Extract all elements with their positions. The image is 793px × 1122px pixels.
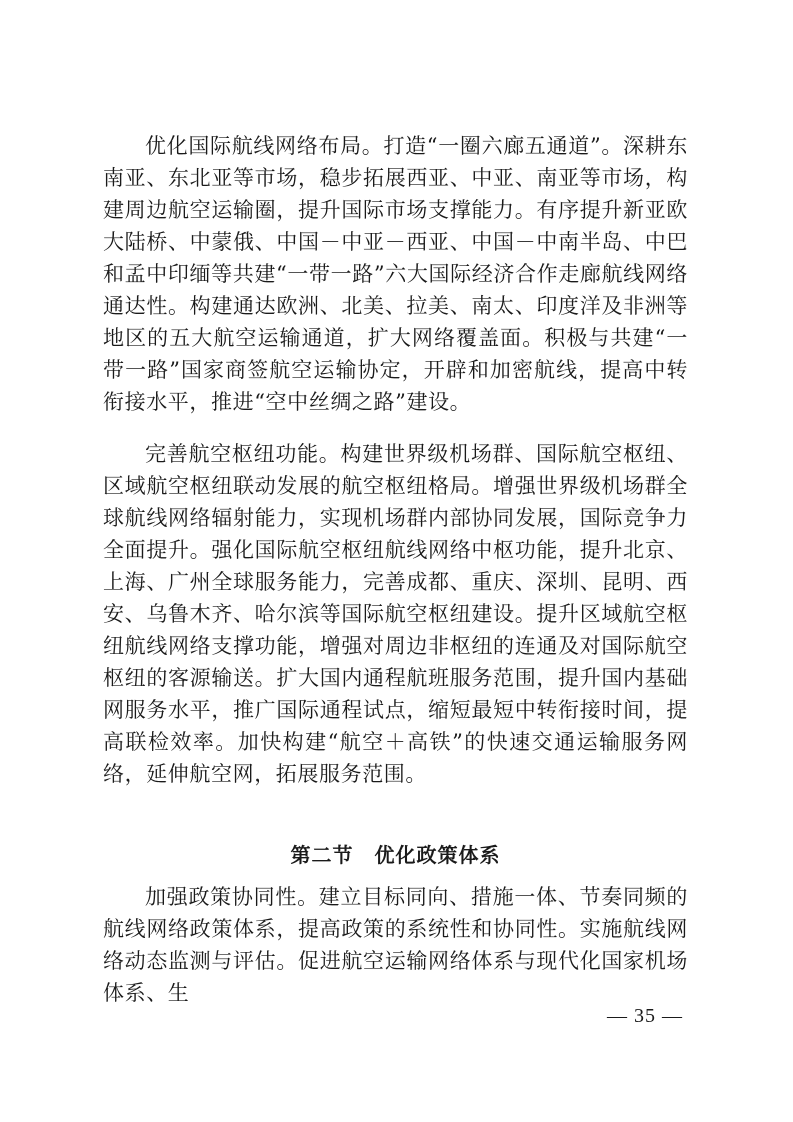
page-number: — 35 —	[607, 1005, 683, 1027]
paragraph-policy-coordination: 加强政策协同性。建立目标同向、措施一体、节奏同频的航线网络政策体系，提高政策的系统性和协同性。实施航线网络动态监测与评估。促进航空运输网络体系与现代化国家机场体系、生	[103, 885, 688, 1005]
paragraph-international-route-layout: 优化国际航线网络布局。打造“一圈六廊五通道”。深耕东南亚、东北亚等市场，稳步拓展西亚、中亚、南亚等市场，构建周边航空运输圈，提升国际市场支撑能力。有序提升新亚欧大陆桥、中蒙俄、中国－中亚－西亚、中国－中南半岛、中巴和孟中印缅等共建“一带一路”六大国际经济合作走廊航线网络通达性。构建通达欧洲、北美、拉美、南太、印度洋及非洲等地区的五大航空运输通道，扩大网络覆盖面。积极与共建“一带一路”国家商签航空运输协定，开辟和加密航线，提高中转衔接水平，推进“空中丝绸之路”建设。	[103, 134, 688, 414]
section-heading: 第二节 优化政策体系	[290, 843, 501, 867]
paragraph-aviation-hub-function: 完善航空枢纽功能。构建世界级机场群、国际航空枢纽、区域航空枢纽联动发展的航空枢纽格局。增强世界级机场群全球航线网络辐射能力，实现机场群内部协同发展，国际竞争力全面提升。强化国际航空枢纽航线网络中枢功能，提升北京、上海、广州全球服务能力，完善成都、重庆、深圳、昆明、西安、乌鲁木齐、哈尔滨等国际航空枢纽建设。提升区域航空枢纽航线网络支撑功能，增强对周边非枢纽的连通及对国际航空枢纽的客源输送。扩大国内通程航班服务范围，提升国内基础网服务水平，推广国际通程试点，缩短最短中转衔接时间，提高联检效率。加快构建“航空＋高铁”的快速交通运输服务网络，延伸航空网，拓展服务范围。	[103, 442, 688, 786]
